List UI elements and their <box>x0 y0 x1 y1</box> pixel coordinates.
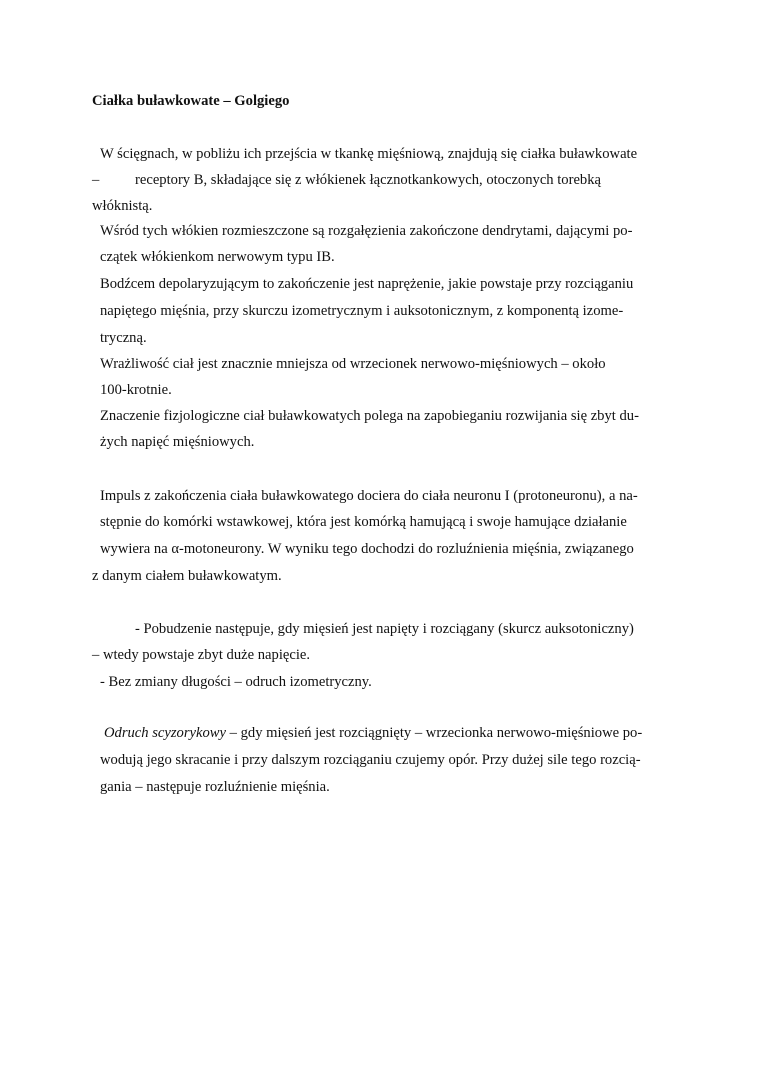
text-line: czątek włókienkom nerwowym typu IB. <box>100 249 335 265</box>
text-line: stępnie do komórki wstawkowej, która jest komórką hamującą i swoje hamujące działanie <box>100 514 627 530</box>
text-line: – <box>92 172 100 188</box>
text-line: napiętego mięśnia, przy skurczu izometrycznym i auksotonicznym, z komponentą izome- <box>100 303 624 319</box>
text-line: Bodźcem depolaryzującym to zakończenie jest naprężenie, jakie powstaje przy rozciąganiu <box>100 276 634 292</box>
text-line: Wrażliwość ciał jest znacznie mniejsza od wrzecionek nerwowo-mięśniowych – około <box>100 356 606 372</box>
text-line: W ścięgnach, w pobliżu ich przejścia w tkankę mięśniową, znajdują się ciałka buławkowate <box>100 146 638 162</box>
text-line: z danym ciałem buławkowatym. <box>92 568 282 584</box>
text-line: Znaczenie fizjologiczne ciał buławkowatych polega na zapobieganiu rozwijania się zbyt du- <box>100 408 639 424</box>
term-italic: Odruch scyzorykowy <box>104 725 226 741</box>
text-line: włóknistą. <box>92 198 153 214</box>
text-line: - Pobudzenie następuje, gdy mięsień jest napięty i rozciągany (skurcz auksotoniczny) <box>135 621 634 637</box>
text-line: 100-krotnie. <box>100 382 172 398</box>
text-line: Wśród tych włókien rozmieszczone są rozgałęzienia zakończone dendrytami, dającymi po- <box>100 223 633 239</box>
text-line: tryczną. <box>100 330 147 346</box>
text-line: – wtedy powstaje zbyt duże napięcie. <box>92 647 311 663</box>
text-line <box>104 724 642 742</box>
text-line: żych napięć mięśniowych. <box>100 434 255 450</box>
text-line: Impuls z zakończenia ciała buławkowatego dociera do ciała neuronu I (protoneuronu), a na- <box>100 488 638 504</box>
text-line: - Bez zmiany długości – odruch izometryczny. <box>100 674 372 690</box>
text-line: gania – następuje rozluźnienie mięśnia. <box>100 779 330 795</box>
text-line: wodują jego skracanie i przy dalszym rozciąganiu czujemy opór. Przy dużej sile tego rozcią- <box>100 752 641 768</box>
document-title: Ciałka buławkowate – Golgiego <box>92 93 290 109</box>
text-line: wywiera na α-motoneurony. W wyniku tego dochodzi do rozluźnienia mięśnia, związanego <box>100 541 634 557</box>
text-line: receptory B, składające się z włókienek łącznotkankowych, otoczonych torebką <box>135 172 602 188</box>
text-span: – gdy mięsień jest rozciągnięty – wrzecionka nerwowo-mięśniowe po- <box>226 725 643 741</box>
